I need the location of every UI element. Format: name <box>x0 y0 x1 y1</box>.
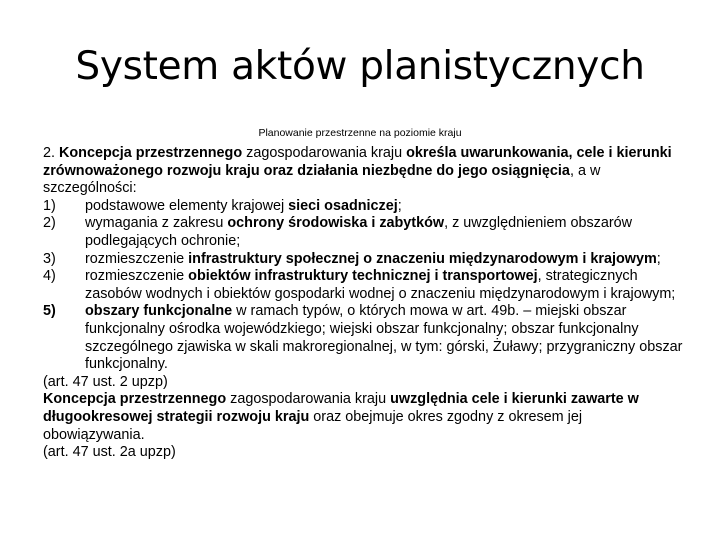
slide-subtitle: Planowanie przestrzenne na poziomie kraju <box>258 127 462 139</box>
closing-paragraph: Koncepcja przestrzennego zagospodarowania kraju uwzględnia cele i kierunki zawarte w długookresowej strategii rozwoju kraju oraz obejmuje okres zgodny z okresem jej obowiązywania. <box>43 391 639 443</box>
list-number: 3) <box>43 250 56 267</box>
legal-reference-2: (art. 47 ust. 2a upzp) <box>43 444 176 461</box>
list-item: 5) obszary funkcjonalne w ramach typów, o których mowa w art. 49b. – miejski obszar funkcjonalny ośrodka wojewódzkiego; wiejski obszar funkcjonalny; obszar funkcjonalny szczególnego zjawiska w skali makroregionalnej, w tym: górski, Żuławy; przygraniczny obszar funkcjonalny. <box>43 303 683 373</box>
list-item: 2) wymagania z zakresu ochrony środowiska i zabytków, z uwzględnieniem obszarów podlegających ochronie; <box>43 215 633 249</box>
intro-paragraph: 2. Koncepcja przestrzennego zagospodarowania kraju określa uwarunkowania, cele i kierunki zrównoważonego rozwoju kraju oraz działania niezbędne do jego osiągnięcia, a w szczególności: <box>43 145 672 197</box>
intro-bold-2: określa uwarunkowania, cele i kierunki zrównoważonego rozwoju kraju oraz działania niezbędne do jego osiągnięcia <box>43 145 672 179</box>
list-number: 4) <box>43 268 56 285</box>
list-item: 1) podstawowe elementy krajowej sieci osadniczej; <box>43 197 402 214</box>
list-item: 4) rozmieszczenie obiektów infrastruktury technicznej i transportowej, strategicznych zasobów wodnych i obiektów gospodarki wodnej o znaczeniu międzynarodowym i krajowym; <box>43 268 676 302</box>
list-number: 5) <box>43 303 56 320</box>
list-item: 3) rozmieszczenie infrastruktury społecznej o znaczeniu międzynarodowym i krajowym; <box>43 250 661 267</box>
list-number: 2) <box>43 215 56 232</box>
slide-body <box>43 145 683 462</box>
legal-reference-1: (art. 47 ust. 2 upzp) <box>43 373 168 390</box>
slide-title: System aktów planistycznych <box>75 44 645 89</box>
list-number: 1) <box>43 197 56 214</box>
intro-bold-1: Koncepcja przestrzennego <box>59 145 243 161</box>
